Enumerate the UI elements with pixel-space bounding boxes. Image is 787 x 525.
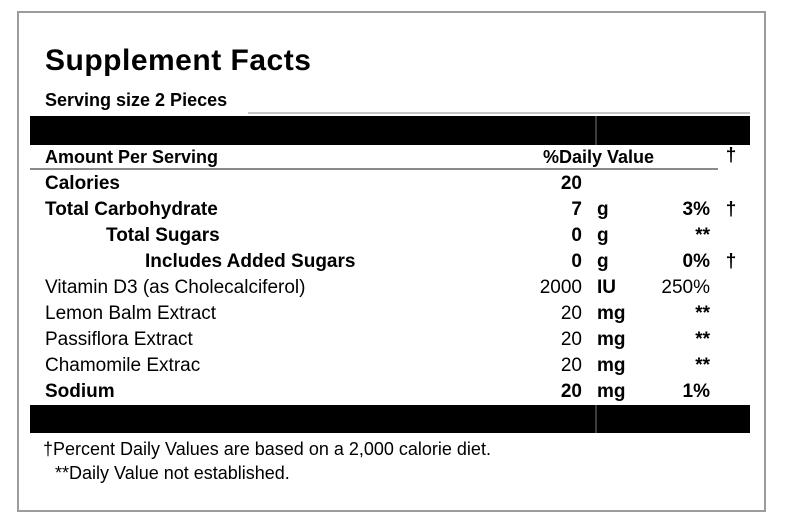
divider-bar-seam: [595, 116, 597, 145]
table-row: [19, 197, 764, 223]
nutrient-dagger-symbol: †: [725, 251, 737, 272]
footnote-not-established: **Daily Value not established.: [55, 463, 290, 483]
nutrient-amount: 0: [571, 225, 582, 246]
nutrient-unit: g: [597, 199, 609, 220]
table-row: [19, 327, 764, 353]
nutrient-amount: 20: [560, 381, 582, 402]
nutrient-unit: mg: [597, 381, 626, 402]
nutrient-dagger-symbol: †: [725, 199, 737, 220]
nutrient-name: Passiflora Extract: [45, 329, 193, 350]
nutrient-unit: mg: [597, 355, 626, 376]
header-rule: [30, 168, 718, 170]
nutrient-daily-value-percent: **: [695, 225, 710, 246]
table-row: [19, 223, 764, 249]
header-amount-per-serving: Amount Per Serving: [45, 147, 219, 167]
nutrient-unit: mg: [597, 329, 626, 350]
nutrient-amount: 2000: [539, 277, 582, 298]
nutrient-name: Includes Added Sugars: [145, 251, 356, 272]
footnote-daily-value: †Percent Daily Values are based on a 2,000 calorie diet.: [43, 439, 491, 459]
table-row: [19, 301, 764, 327]
header-daily-value: %Daily Value: [543, 147, 655, 167]
nutrient-amount: 20: [560, 173, 582, 194]
nutrient-name: Chamomile Extrac: [45, 355, 201, 376]
label-title: Supplement Facts: [45, 44, 312, 77]
nutrient-daily-value-percent: **: [695, 329, 710, 350]
serving-size-rule: [248, 112, 750, 114]
table-row: [19, 353, 764, 379]
supplement-facts-label: [17, 11, 766, 512]
top-divider-bar: [30, 116, 750, 145]
nutrient-rows: [19, 171, 764, 405]
nutrient-name: Total Sugars: [106, 225, 220, 246]
nutrient-name: Vitamin D3 (as Cholecalciferol): [45, 277, 306, 298]
nutrient-amount: 0: [571, 251, 582, 272]
nutrient-unit: IU: [597, 277, 616, 298]
nutrient-amount: 7: [571, 199, 582, 220]
table-row: [19, 379, 764, 405]
nutrient-daily-value-percent: 1%: [682, 381, 710, 402]
nutrient-daily-value-percent: 0%: [682, 251, 710, 272]
nutrient-name: Sodium: [45, 381, 115, 402]
nutrient-amount: 20: [560, 355, 582, 376]
table-row: [19, 249, 764, 275]
nutrient-name: Total Carbohydrate: [45, 199, 218, 220]
nutrient-daily-value-percent: 250%: [661, 277, 710, 298]
nutrient-daily-value-percent: **: [695, 355, 710, 376]
serving-size: Serving size 2 Pieces: [45, 90, 228, 110]
bottom-divider-bar: [30, 405, 750, 433]
header-dagger-symbol: †: [725, 145, 737, 166]
table-row: [19, 171, 764, 197]
nutrient-daily-value-percent: 3%: [682, 199, 710, 220]
nutrient-unit: g: [597, 251, 609, 272]
nutrient-daily-value-percent: **: [695, 303, 710, 324]
nutrient-name: Lemon Balm Extract: [45, 303, 217, 324]
nutrient-name: Calories: [45, 173, 120, 194]
nutrient-unit: mg: [597, 303, 626, 324]
nutrient-unit: g: [597, 225, 609, 246]
nutrient-amount: 20: [560, 303, 582, 324]
nutrient-amount: 20: [560, 329, 582, 350]
footnotes: [43, 437, 491, 485]
divider-bar-seam: [595, 405, 597, 433]
table-row: [19, 275, 764, 301]
